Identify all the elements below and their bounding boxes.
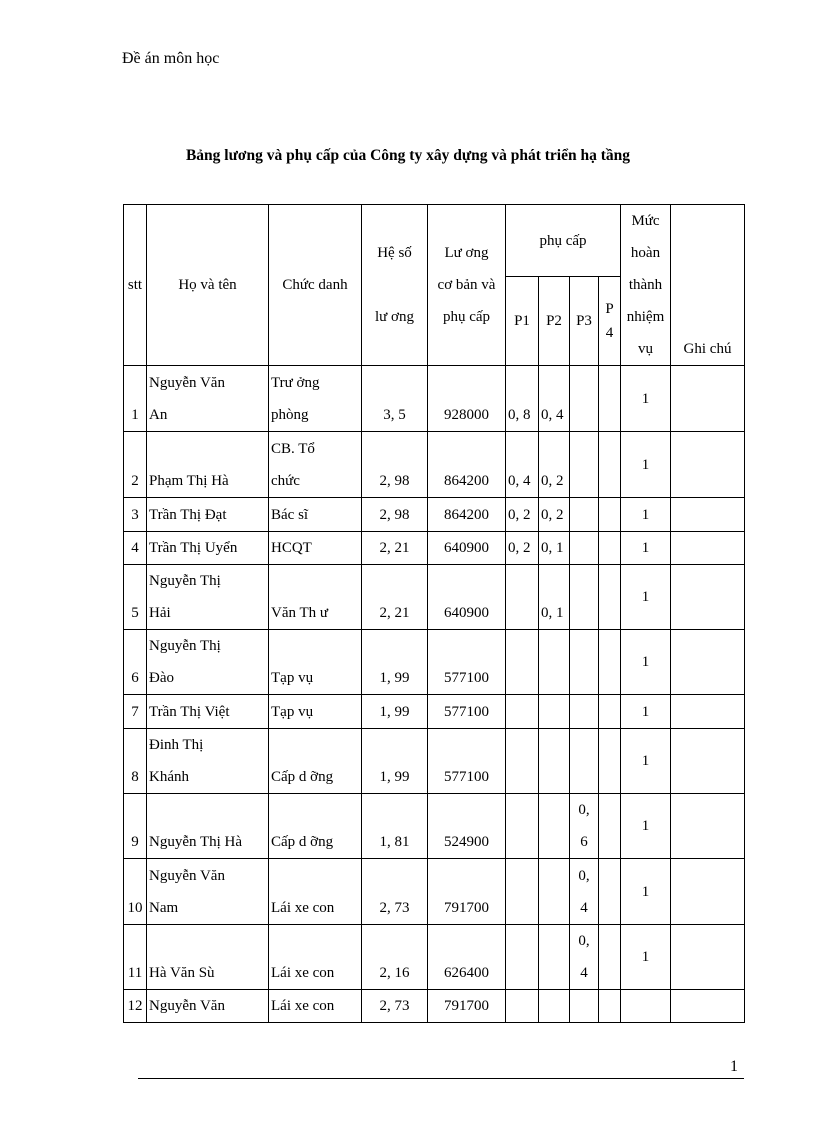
cell-p3-line: 0, — [578, 933, 590, 949]
cell-name-line: Nguyễn Thị Hà — [149, 834, 243, 850]
cell-title-line: Lái xe con — [271, 900, 335, 916]
table-row — [124, 990, 745, 1023]
cell-title-line — [271, 860, 359, 892]
cell-p1 — [506, 794, 539, 859]
cell-note — [671, 859, 745, 925]
cell-name-line: Trần Thị Uyển — [149, 540, 238, 556]
cell-coefficient: 1, 81 — [362, 794, 428, 859]
cell-salary: 640900 — [428, 565, 506, 630]
cell-completion-level: 1 — [621, 498, 671, 532]
cell-p2 — [539, 794, 570, 859]
cell-title-line: HCQT — [271, 540, 312, 556]
cell-salary: 864200 — [428, 432, 506, 498]
cell-title — [269, 859, 362, 925]
cell-stt: 2 — [124, 432, 147, 498]
cell-p2: 0, 1 — [539, 565, 570, 630]
cell-name — [147, 432, 269, 498]
cell-stt: 9 — [124, 794, 147, 859]
cell-name-line: Đinh Thị — [149, 737, 204, 753]
cell-salary: 577100 — [428, 729, 506, 794]
cell-p4 — [599, 498, 621, 532]
cell-salary: 626400 — [428, 925, 506, 990]
table-row — [124, 630, 745, 695]
cell-p2 — [539, 729, 570, 794]
cell-name-line: Khánh — [149, 769, 189, 785]
cell-name-line: Nguyễn Văn — [149, 375, 225, 391]
cell-completion-level: 1 — [621, 565, 671, 630]
cell-p2 — [539, 695, 570, 729]
cell-name-line: Phạm Thị Hà — [149, 473, 229, 489]
cell-title-line: CB. Tổ — [271, 441, 315, 457]
cell-p1: 0, 8 — [506, 366, 539, 432]
cell-salary: 524900 — [428, 794, 506, 859]
cell-name-line — [149, 433, 266, 465]
cell-title-line: Cấp d ỡng — [271, 769, 334, 785]
cell-coefficient: 2, 73 — [362, 859, 428, 925]
cell-title-line: chức — [271, 473, 300, 489]
cell-name-line: Trần Thị Việt — [149, 704, 230, 720]
cell-p3 — [570, 432, 599, 498]
page-number: 1 — [730, 1058, 738, 1075]
cell-p4 — [599, 794, 621, 859]
cell-stt: 5 — [124, 565, 147, 630]
cell-p4 — [599, 366, 621, 432]
table-row — [124, 859, 745, 925]
cell-title-line: Văn Th ư — [271, 605, 329, 621]
cell-p2: 0, 1 — [539, 532, 570, 565]
cell-title — [269, 630, 362, 695]
cell-p3-line: 0, — [578, 868, 590, 884]
cell-completion-level: 1 — [621, 532, 671, 565]
table-row — [124, 794, 745, 859]
cell-p2 — [539, 925, 570, 990]
cell-stt: 1 — [124, 366, 147, 432]
cell-name — [147, 729, 269, 794]
header-p2: P2 — [539, 277, 570, 366]
cell-stt: 10 — [124, 859, 147, 925]
cell-stt: 7 — [124, 695, 147, 729]
cell-note — [671, 925, 745, 990]
cell-name — [147, 366, 269, 432]
cell-p2: 0, 4 — [539, 366, 570, 432]
cell-p1 — [506, 990, 539, 1023]
cell-note — [671, 990, 745, 1023]
cell-coefficient: 1, 99 — [362, 630, 428, 695]
cell-p4 — [599, 532, 621, 565]
cell-title — [269, 498, 362, 532]
cell-name — [147, 532, 269, 565]
salary-table — [123, 204, 745, 1023]
cell-coefficient: 2, 16 — [362, 925, 428, 990]
cell-p2 — [539, 859, 570, 925]
cell-title-line — [271, 925, 359, 957]
cell-salary: 577100 — [428, 695, 506, 729]
cell-note — [671, 794, 745, 859]
cell-note — [671, 729, 745, 794]
cell-coefficient: 2, 98 — [362, 498, 428, 532]
cell-completion-level: 1 — [621, 729, 671, 794]
header-note: Ghi chú — [671, 205, 745, 366]
document-header: Đề án môn học — [122, 50, 220, 67]
cell-p2: 0, 2 — [539, 432, 570, 498]
cell-p3-line: 0, — [578, 802, 590, 818]
cell-p1: 0, 4 — [506, 432, 539, 498]
cell-name-line: Hải — [149, 605, 171, 621]
cell-title-line: phòng — [271, 407, 309, 423]
table-body — [124, 366, 745, 1023]
table-row — [124, 925, 745, 990]
cell-name — [147, 565, 269, 630]
cell-name-line: Nguyễn Văn — [149, 868, 225, 884]
table-row — [124, 366, 745, 432]
cell-coefficient: 3, 5 — [362, 366, 428, 432]
cell-note — [671, 498, 745, 532]
cell-p1: 0, 2 — [506, 498, 539, 532]
cell-completion-level: 1 — [621, 859, 671, 925]
table-row — [124, 695, 745, 729]
table-row — [124, 498, 745, 532]
cell-title — [269, 794, 362, 859]
cell-salary: 791700 — [428, 990, 506, 1023]
cell-title — [269, 729, 362, 794]
cell-p3-line: 4 — [580, 965, 588, 981]
cell-p3 — [570, 859, 599, 925]
table-row — [124, 565, 745, 630]
cell-completion-level: 1 — [621, 695, 671, 729]
cell-coefficient: 2, 21 — [362, 532, 428, 565]
cell-p2: 0, 2 — [539, 498, 570, 532]
cell-name-line: Hà Văn Sù — [149, 965, 215, 981]
cell-title-line — [271, 630, 359, 662]
cell-title-line: Cấp d ỡng — [271, 834, 334, 850]
cell-p4 — [599, 859, 621, 925]
cell-completion-level: 1 — [621, 925, 671, 990]
cell-title-line: Trư ởng — [271, 375, 320, 391]
cell-title-line: Tạp vụ — [271, 704, 314, 720]
cell-note — [671, 565, 745, 630]
cell-name — [147, 695, 269, 729]
cell-name — [147, 859, 269, 925]
cell-p3 — [570, 630, 599, 695]
cell-p3 — [570, 794, 599, 859]
cell-name-line — [149, 925, 266, 957]
cell-name-line — [149, 794, 266, 826]
cell-note — [671, 532, 745, 565]
cell-p1 — [506, 565, 539, 630]
cell-coefficient: 1, 99 — [362, 729, 428, 794]
cell-p3 — [570, 366, 599, 432]
header-stt: stt — [124, 205, 147, 366]
cell-completion-level — [621, 990, 671, 1023]
cell-title — [269, 990, 362, 1023]
cell-p4 — [599, 565, 621, 630]
cell-title-line — [271, 729, 359, 761]
cell-p2 — [539, 990, 570, 1023]
table-row — [124, 432, 745, 498]
cell-coefficient: 1, 99 — [362, 695, 428, 729]
cell-p1 — [506, 695, 539, 729]
cell-salary: 577100 — [428, 630, 506, 695]
cell-p3 — [570, 532, 599, 565]
cell-p4 — [599, 990, 621, 1023]
cell-p1 — [506, 630, 539, 695]
cell-name-line: An — [149, 407, 168, 423]
cell-p1 — [506, 925, 539, 990]
cell-title — [269, 532, 362, 565]
cell-p3 — [570, 695, 599, 729]
cell-p4 — [599, 925, 621, 990]
cell-p4 — [599, 729, 621, 794]
cell-p3 — [570, 498, 599, 532]
header-p3: P3 — [570, 277, 599, 366]
cell-name — [147, 498, 269, 532]
header-allowance: phụ cấp — [506, 205, 621, 277]
cell-title — [269, 366, 362, 432]
header-p4: P 4 — [599, 277, 621, 366]
cell-title — [269, 565, 362, 630]
cell-p4 — [599, 695, 621, 729]
cell-p1 — [506, 859, 539, 925]
header-coefficient: Hệ số lư ơng — [362, 205, 428, 366]
cell-p3-line: 4 — [580, 900, 588, 916]
cell-coefficient: 2, 98 — [362, 432, 428, 498]
cell-p3 — [570, 990, 599, 1023]
cell-name — [147, 925, 269, 990]
cell-note — [671, 630, 745, 695]
cell-salary: 928000 — [428, 366, 506, 432]
cell-completion-level: 1 — [621, 366, 671, 432]
cell-coefficient: 2, 21 — [362, 565, 428, 630]
cell-name-line: Nguyễn Thị — [149, 638, 221, 654]
cell-stt: 4 — [124, 532, 147, 565]
cell-p1: 0, 2 — [506, 532, 539, 565]
cell-completion-level: 1 — [621, 432, 671, 498]
cell-name-line: Nam — [149, 900, 179, 916]
cell-title — [269, 695, 362, 729]
header-title: Chức danh — [269, 205, 362, 366]
cell-p3 — [570, 925, 599, 990]
cell-name-line: Nguyễn Văn — [149, 998, 225, 1014]
cell-title-line: Lái xe con — [271, 998, 335, 1014]
cell-title — [269, 925, 362, 990]
cell-name-line: Trần Thị Đạt — [149, 507, 227, 523]
cell-stt: 3 — [124, 498, 147, 532]
cell-title-line — [271, 794, 359, 826]
cell-p2 — [539, 630, 570, 695]
cell-name — [147, 794, 269, 859]
cell-title-line — [271, 565, 359, 597]
cell-stt: 8 — [124, 729, 147, 794]
cell-name — [147, 630, 269, 695]
cell-salary: 864200 — [428, 498, 506, 532]
cell-salary: 640900 — [428, 532, 506, 565]
cell-note — [671, 695, 745, 729]
cell-title-line: Lái xe con — [271, 965, 335, 981]
cell-stt: 6 — [124, 630, 147, 695]
cell-name — [147, 990, 269, 1023]
cell-note — [671, 432, 745, 498]
cell-p3 — [570, 565, 599, 630]
cell-stt: 12 — [124, 990, 147, 1023]
table-title: Bảng lương và phụ cấp của Công ty xây dựng và phát triển hạ tầng — [185, 147, 631, 164]
cell-salary: 791700 — [428, 859, 506, 925]
cell-p4 — [599, 630, 621, 695]
header-base-salary: Lư ơng cơ bản và phụ cấp — [428, 205, 506, 366]
header-completion-level: Mức hoàn thành nhiệm vụ — [621, 205, 671, 366]
cell-p4 — [599, 432, 621, 498]
cell-p1 — [506, 729, 539, 794]
table-row — [124, 532, 745, 565]
table-row — [124, 729, 745, 794]
footer-rule — [138, 1078, 744, 1079]
cell-title-line: Tạp vụ — [271, 670, 314, 686]
cell-note — [671, 366, 745, 432]
cell-title — [269, 432, 362, 498]
cell-completion-level: 1 — [621, 630, 671, 695]
header-name: Họ và tên — [147, 205, 269, 366]
cell-stt: 11 — [124, 925, 147, 990]
header-p1: P1 — [506, 277, 539, 366]
cell-completion-level: 1 — [621, 794, 671, 859]
cell-coefficient: 2, 73 — [362, 990, 428, 1023]
cell-title-line: Bác sĩ — [271, 507, 309, 523]
cell-name-line: Nguyễn Thị — [149, 573, 221, 589]
cell-name-line: Đào — [149, 670, 174, 686]
cell-p3-line: 6 — [580, 834, 588, 850]
cell-p3 — [570, 729, 599, 794]
